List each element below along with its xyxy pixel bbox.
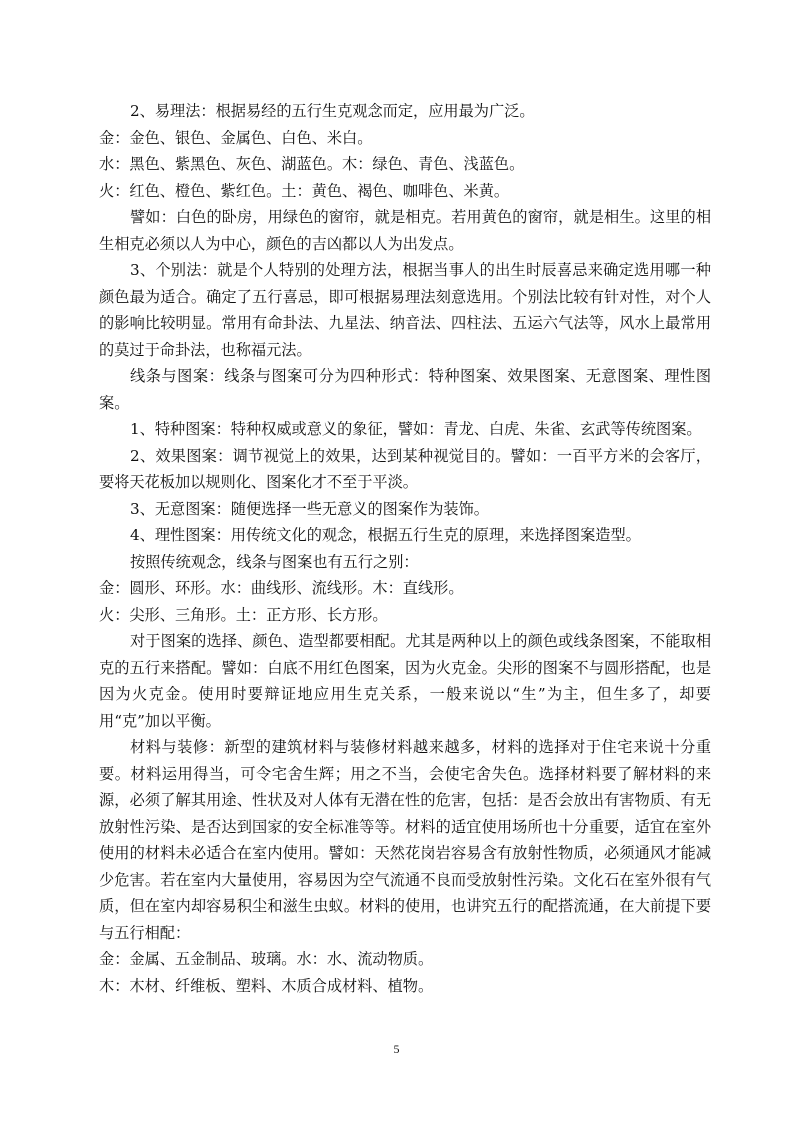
paragraph-pattern-matching: 对于图案的选择、颜色、造型都要相配。尤其是两种以上的颜色或线条图案，不能取相克的五行来搭配。譬如：白底不用红色图案，因为火克金。尖形的图案不与圆形搭配，也是因为火克金。使用时要辩证地应用生克关系，一般来说以“生”为主，但生多了，却要用“克”加以平衡。: [99, 632, 711, 730]
paragraph-yili-method: 2、易理法：根据易经的五行生克观念而定，应用最为广泛。: [130, 102, 535, 120]
paragraph-effect-patterns: 2、效果图案：调节视觉上的效果，达到某种视觉目的。譬如：一百平方米的会客厅，要将天花板加以规则化、图案化才不至于平淡。: [99, 446, 711, 491]
paragraph-special-patterns: 1、特种图案：特种权威或意义的象征，譬如：青龙、白虎、朱雀、玄武等传统图案。: [130, 420, 702, 438]
paragraph-metal-colors: 金：金色、银色、金属色、白色、米白。: [99, 128, 373, 147]
paragraph-random-patterns: 3、无意图案：随便选择一些无意义的图案作为装饰。: [130, 499, 489, 518]
paragraph-fire-earth-shapes: 火：尖形、三角形。土：正方形、长方形。: [99, 605, 388, 624]
paragraph-water-wood-colors: 水：黑色、紫黑色、灰色、湖蓝色。木：绿色、青色、浅蓝色。: [99, 155, 525, 173]
paragraph-individual-method: 3、个别法：就是个人特别的处理方法，根据当事人的出生时辰喜忌来确定选用哪一种颜色最为适合。确定了五行喜忌，即可根据易理法刻意选用。个别法比较有针对性，对个人的影响比较明显。常用有命卦法、九星法、纳音法、四柱法、五运六气法等，风水上最常用的莫过于命卦法，也称福元法。: [99, 261, 711, 359]
paragraph-traditional-view: 按照传统观念，线条与图案也有五行之别：: [130, 552, 419, 571]
paragraph-lines-patterns: 线条与图案：线条与图案可分为四种形式：特种图案、效果图案、无意图案、理性图案。: [99, 367, 711, 412]
page-number: 5: [393, 1042, 400, 1056]
paragraph-wood-materials: 木：木材、纤维板、塑料、木质合成材料、植物。: [99, 976, 434, 995]
paragraph-materials: 材料与装修：新型的建筑材料与装修材料越来越多，材料的选择对于住宅来说十分重要。材料运用得当，可令宅舍生辉；用之不当，会使宅舍失色。选择材料要了解材料的来源，必须了解其用途、性状及对人体有无潜在性的危害，包括：是否会放出有害物质、有无放射性污染、是否达到国家的安全标准等等。材料的适宜使用场所也十分重要，适宜在室外使用的材料未必适合在室内使用。譬如：天然花岗岩容易含有放射性物质，必须通风才能减少危害。若在室内大量使用，容易因为空气流通不良而受放射性污染。文化石在室外很有气质，但在室内却容易积尘和滋生虫蚁。材料的使用，也讲究五行的配搭流通，在大前提下要与五行相配：: [99, 738, 711, 942]
paragraph-metal-water-wood-shapes: 金：圆形、环形。水：曲线形、流线形。木：直线形。: [99, 579, 464, 597]
body-text: [99, 98, 711, 999]
paragraph-color-example: 譬如：白色的卧房，用绿色的窗帘，就是相克。若用黄色的窗帘，就是相生。这里的相生相克必须以人为中心，颜色的吉凶都以人为出发点。: [99, 208, 711, 253]
paragraph-metal-water-materials: 金：金属、五金制品、玻璃。水：水、流动物质。: [99, 950, 434, 968]
paragraph-rational-patterns: 4、理性图案：用传统文化的观念，根据五行生克的原理，来选择图案造型。: [130, 526, 641, 544]
paragraph-fire-earth-colors: 火：红色、橙色、紫红色。土：黄色、褐色、咖啡色、米黄。: [99, 181, 510, 200]
